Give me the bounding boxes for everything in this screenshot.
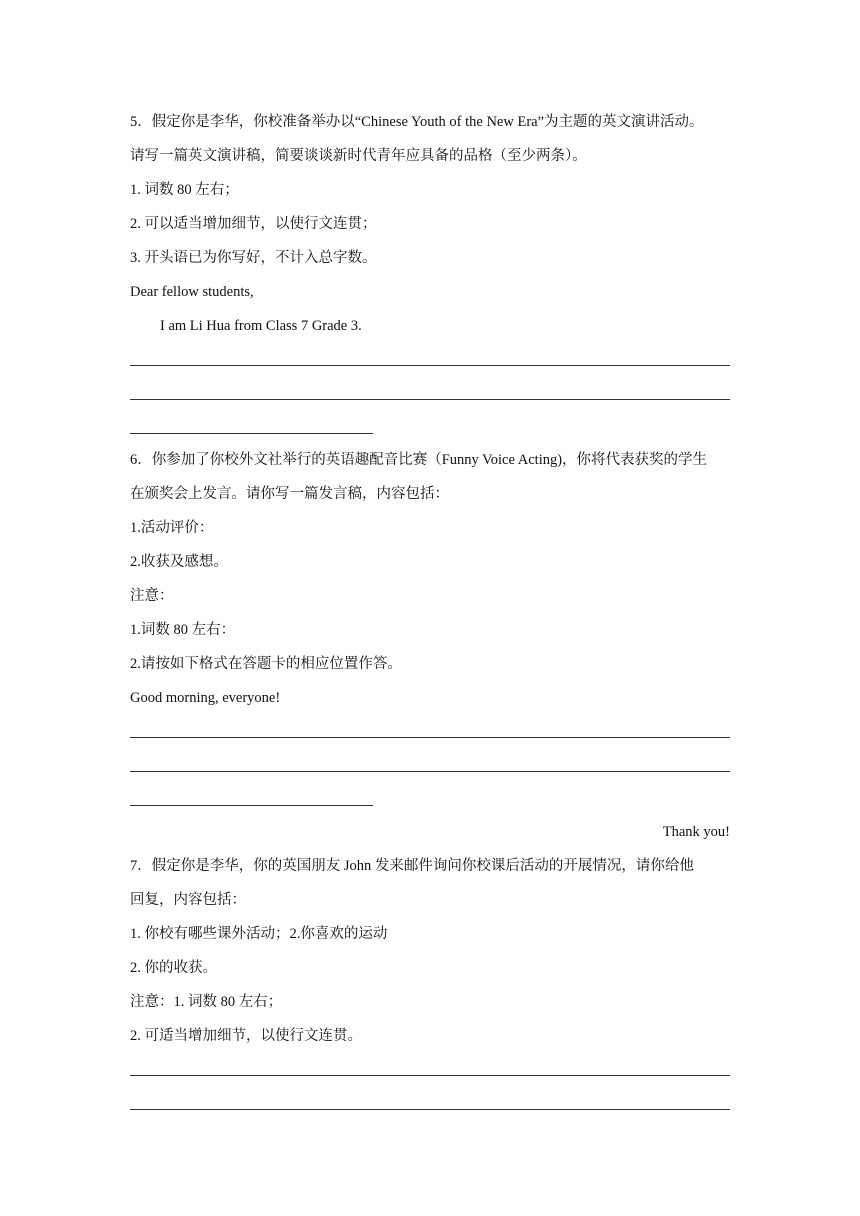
- q6-note-1: 1.词数 80 左右：: [130, 622, 236, 638]
- q7-answer-line-2: [130, 1109, 730, 1110]
- q6-greeting: Good morning, everyone!: [130, 690, 281, 706]
- q6-prompt-line-1: 6．你参加了你校外文社举行的英语趣配音比赛（Funny Voice Acting)，你将代表获奖的学生: [130, 452, 708, 468]
- q5-requirement-3: 3. 开头语已为你写好，不计入总字数。: [130, 250, 377, 266]
- q6-content-item-1: 1.活动评价：: [130, 520, 214, 536]
- q5-answer-line-1: [130, 365, 730, 366]
- q6-note-label: 注意：: [130, 588, 174, 604]
- q6-answer-line-3: [130, 805, 373, 806]
- q7-content-item-1: 1. 你校有哪些课外活动；2.你喜欢的运动: [130, 926, 388, 942]
- q5-answer-line-3: [130, 433, 373, 434]
- q6-answer-line-1: [130, 737, 730, 738]
- q6-note-2: 2.请按如下格式在答题卡的相应位置作答。: [130, 656, 402, 672]
- q5-prompt-line-1: 5．假定你是李华，你校准备举办以“Chinese Youth of the New Era”为主题的英文演讲活动。: [130, 114, 704, 130]
- q7-note-2: 2. 可适当增加细节，以使行文连贯。: [130, 1028, 362, 1044]
- q6-content-item-2: 2.收获及感想。: [130, 554, 228, 570]
- q7-answer-line-1: [130, 1075, 730, 1076]
- q5-answer-line-2: [130, 399, 730, 400]
- q6-prompt-line-2: 在颁奖会上发言。请你写一篇发言稿，内容包括：: [130, 486, 449, 502]
- q7-prompt-line-2: 回复，内容包括：: [130, 892, 246, 908]
- q5-salutation: Dear fellow students,: [130, 284, 254, 300]
- q6-answer-line-2: [130, 771, 730, 772]
- q7-note-1: 注意：1. 词数 80 左右；: [130, 994, 283, 1010]
- q6-closing: Thank you!: [662, 824, 730, 840]
- q5-requirement-2: 2. 可以适当增加细节，以使行文连贯；: [130, 216, 377, 232]
- q5-opening-sentence: I am Li Hua from Class 7 Grade 3.: [160, 318, 362, 334]
- q5-requirement-1: 1. 词数 80 左右；: [130, 182, 239, 198]
- q7-content-item-2: 2. 你的收获。: [130, 960, 217, 976]
- q5-prompt-line-2: 请写一篇英文演讲稿，简要谈谈新时代青年应具备的品格（至少两条）。: [130, 148, 587, 164]
- q7-prompt-line-1: 7．假定你是李华，你的英国朋友 John 发来邮件询问你校课后活动的开展情况，请你给他: [130, 858, 694, 874]
